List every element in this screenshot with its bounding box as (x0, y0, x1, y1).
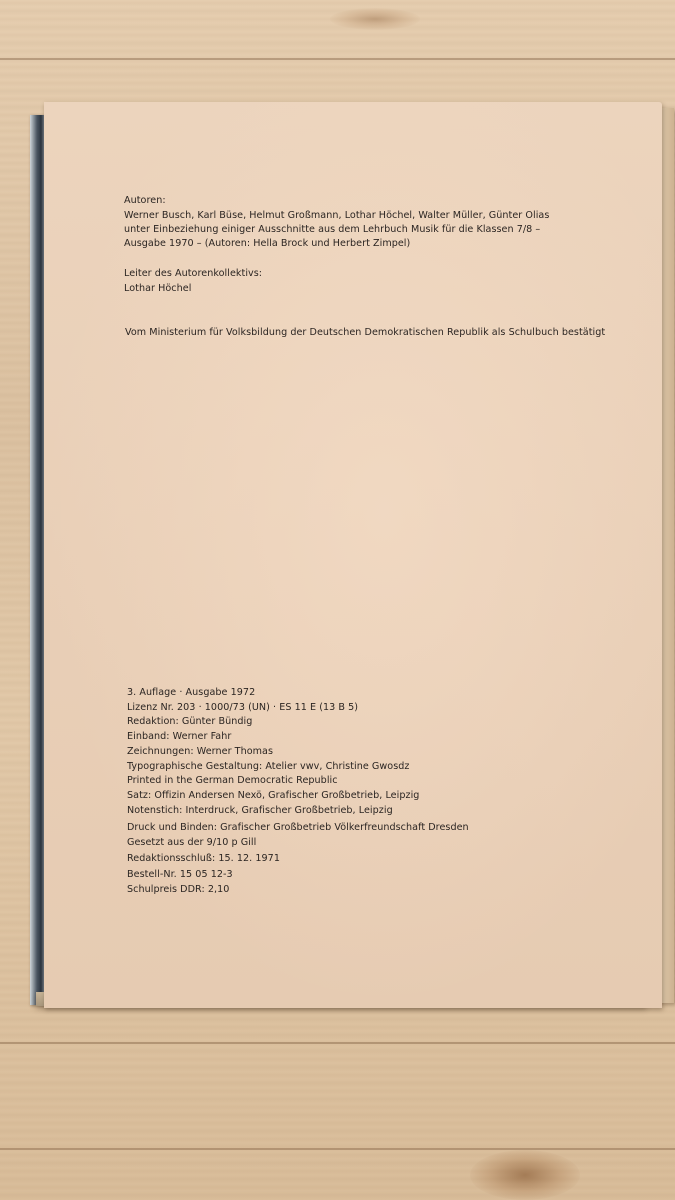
imprint-line: Lizenz Nr. 203 · 1000/73 (UN) · ES 11 E (13 B 5) (127, 702, 359, 713)
imprint-line: Schulpreis DDR: 2,10 (127, 884, 230, 895)
plank-seam (0, 58, 675, 60)
imprint-line: 3. Auflage · Ausgabe 1972 (127, 687, 256, 698)
wood-knot (470, 1150, 580, 1200)
leader-name: Lothar Höchel (124, 283, 192, 294)
imprint-line: Zeichnungen: Werner Thomas (127, 746, 274, 757)
leader-heading: Leiter des Autorenkollektivs: (124, 268, 263, 279)
imprint-line: Typographische Gestaltung: Atelier vwv, Christine Gwosdz (127, 761, 410, 772)
authors-line: Werner Busch, Karl Büse, Helmut Großmann, Lothar Höchel, Walter Müller, Günter Olias (124, 210, 550, 221)
imprint-line: Bestell-Nr. 15 05 12-3 (127, 869, 233, 880)
wood-knot (330, 8, 420, 30)
imprint-line: Satz: Offizin Andersen Nexö, Grafischer Großbetrieb, Leipzig (127, 790, 420, 801)
imprint-line: Printed in the German Democratic Republic (127, 775, 338, 786)
book-page (44, 102, 662, 1008)
imprint-line: Einband: Werner Fahr (127, 731, 232, 742)
plank-seam (0, 1148, 675, 1150)
imprint-line: Redaktion: Günter Bündig (127, 716, 253, 727)
authors-line: unter Einbeziehung einiger Ausschnitte aus dem Lehrbuch Musik für die Klassen 7/8 – (124, 224, 541, 235)
imprint-line: Redaktionsschluß: 15. 12. 1971 (127, 853, 280, 864)
authors-heading: Autoren: (124, 195, 166, 206)
imprint-line: Gesetzt aus der 9/10 p Gill (127, 837, 257, 848)
ministry-approval: Vom Ministerium für Volksbildung der Deutschen Demokratischen Republik als Schulbuch bestätigt (125, 327, 606, 338)
imprint-line: Druck und Binden: Grafischer Großbetrieb Völkerfreundschaft Dresden (127, 822, 469, 833)
authors-line: Ausgabe 1970 – (Autoren: Hella Brock und Herbert Zimpel) (124, 238, 411, 249)
imprint-line: Notenstich: Interdruck, Grafischer Großbetrieb, Leipzig (127, 805, 393, 816)
plank-seam (0, 1042, 675, 1044)
